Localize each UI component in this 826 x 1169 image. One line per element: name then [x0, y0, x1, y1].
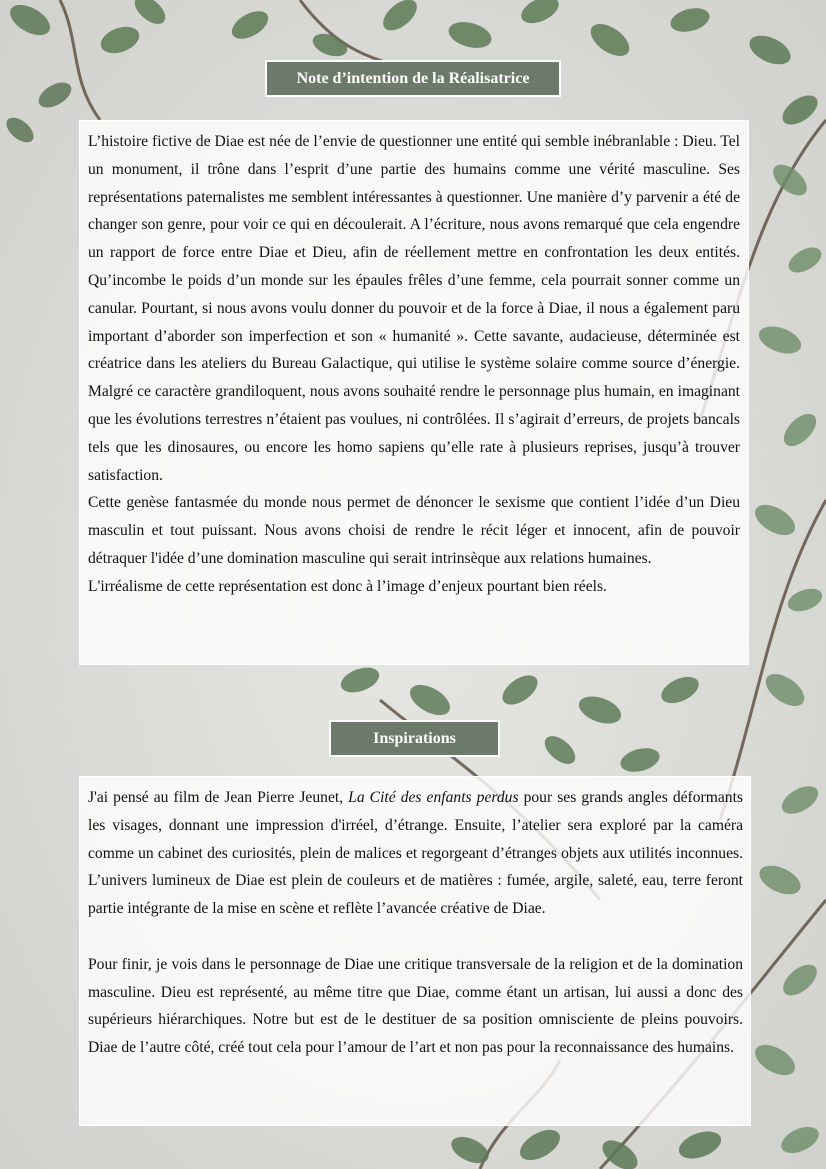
paragraph-text: pour ses grands angles déformants les visages, donnant une impression d'irréel, d’étrange. Ensuite, l’atelier sera exploré par la caméra comme un cabinet des curiosités, plein de malices et regorgeant d’étranges objets aux utilités inconnues. L’univers lumineux de Diae est plein de couleurs et de matières : fumée, argile, saleté, eau, terre feront partie intégrante de la mise en scène et reflète l’avancée créative de Diae.: [88, 789, 743, 918]
paragraph-text: J'ai pensé au film de Jean Pierre Jeunet,: [88, 789, 349, 806]
inspirations-paragraph-1: [88, 784, 743, 923]
intention-paragraph-3: L'irréalisme de cette représentation est donc à l’image d’enjeux pourtant bien réels.: [88, 577, 607, 595]
film-title: La Cité des enfants perdus: [348, 789, 519, 806]
section-heading-inspirations: [329, 720, 500, 757]
inspirations-text-box: [79, 776, 751, 1126]
section-heading-intention: [265, 60, 561, 97]
inspirations-paragraph-2: Pour finir, je vois dans le personnage de Diae une critique transversale de la religion et de la domination masculine. Dieu est représenté, au même titre que Diae, comme étant un artisan, lui aussi a donc des supérieurs hiérarchiques. Notre but est de le destituer de sa position omnisciente de pleins pouvoirs. Diae de l’autre côté, créé tout cela pour l’amour de l’art et non pas pour la reconnaissance des humains.: [88, 955, 743, 1057]
intention-paragraph-1: L’histoire fictive de Diae est née de l’envie de questionner une entité qui semble inébranlable : Dieu. Tel un monument, il trône dans l’esprit d’une partie des humains comme une vérité masculine. Ses représentations paternalistes me semblent intéressantes à questionner. Une manière d’y parvenir a été de changer son genre, pour voir ce qui en découlerait. A l’écriture, nous avons remarqué que cela engendre un rapport de force entre Diae et Dieu, afin de réellement mettre en confrontation les deux entités. Qu’incombe le poids d’un monde sur les épaules frêles d’une femme, cela pourrait sonner comme un canular. Pourtant, si nous avons voulu donner du pouvoir et de la force à Diae, il nous a également paru important d’aborder son imperfection et son « humanité ». Cette savante, audacieuse, déterminée est créatrice dans les ateliers du Bureau Galactique, qui utilise le système solaire comme source d’énergie. Malgré ce caractère grandiloquent, nous avons souhaité rendre le personnage plus humain, en imaginant que les évolutions terrestres n’étaient pas voulues, ni contrôlées. Il s’agirait d’erreurs, de projets bancals tels que les dinosaures, ou encore les homo sapiens qu’elle rate à plusieurs reprises, jusqu’à trouver satisfaction.: [88, 133, 740, 484]
intention-paragraph-2: Cette genèse fantasmée du monde nous permet de dénoncer le sexisme que contient l’idée d’un Dieu masculin et tout puissant. Nous avons choisi de rendre le récit léger et innocent, afin de pouvoir détraquer l'idée d’une domination masculine qui serait intrinsèque aux relations humaines.: [88, 494, 740, 567]
heading-text: Inspirations: [373, 729, 456, 747]
intention-text-box: [79, 120, 749, 665]
heading-text: Note d’intention de la Réalisatrice: [296, 69, 530, 87]
